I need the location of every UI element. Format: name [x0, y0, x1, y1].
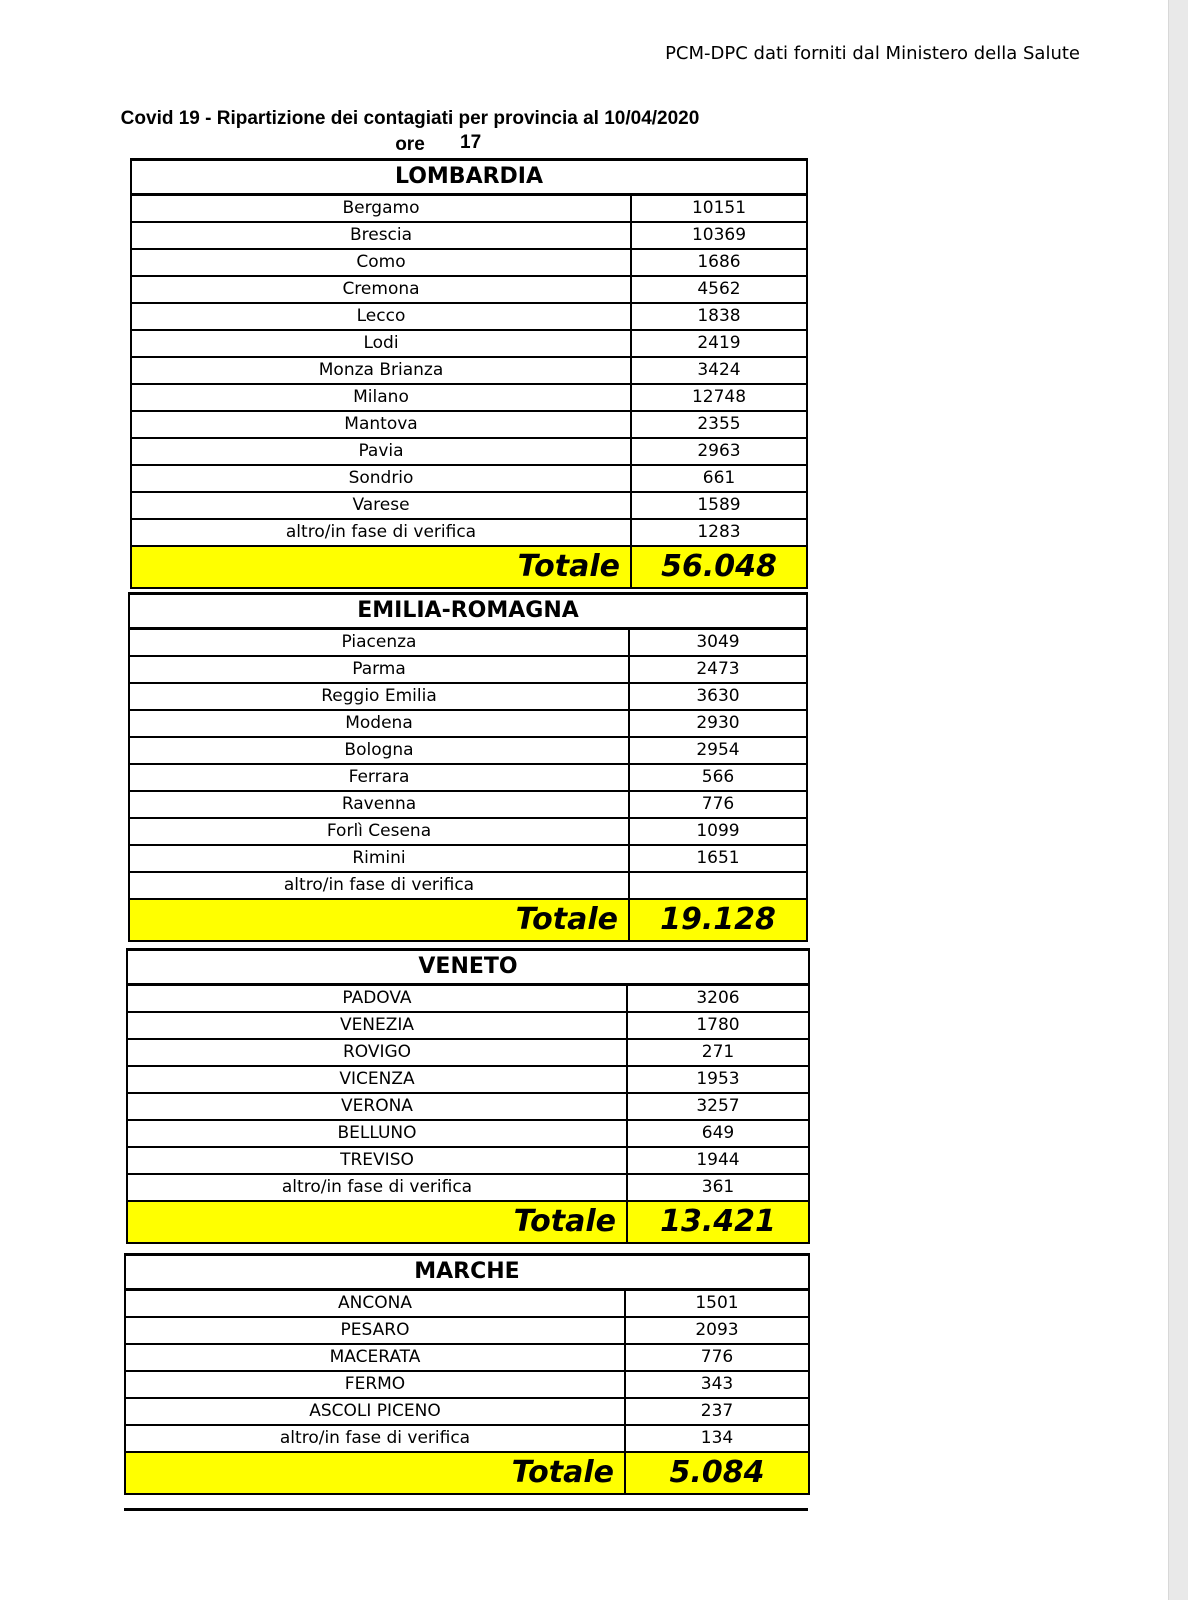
table-row [130, 819, 806, 846]
province-name: Modena [130, 711, 630, 736]
province-name: ANCONA [126, 1291, 626, 1316]
case-count [630, 873, 806, 898]
total-label: Totale [130, 900, 630, 940]
province-name: Bologna [130, 738, 630, 763]
province-name: Parma [130, 657, 630, 682]
case-count: 4562 [697, 279, 741, 299]
province-name: Reggio Emilia [130, 684, 630, 709]
table-row [126, 1372, 808, 1399]
province-name: PESARO [126, 1318, 626, 1343]
province-name: altro/in fase di verifica [126, 1426, 626, 1451]
table-row [132, 493, 806, 520]
province-name: PADOVA [128, 986, 628, 1011]
region-header: LOMBARDIA [132, 158, 806, 196]
case-count: 1501 [695, 1293, 739, 1313]
province-name: Monza Brianza [132, 358, 632, 383]
table-row [128, 1067, 808, 1094]
table-row [128, 1121, 808, 1148]
case-count: 10151 [691, 198, 747, 218]
table-row [132, 331, 806, 358]
source-note: PCM-DPC dati forniti dal Ministero della Salute [665, 43, 1080, 64]
case-count: 2419 [697, 333, 741, 353]
case-count: 3630 [696, 686, 740, 706]
province-name: FERMO [126, 1372, 626, 1397]
case-count: 10369 [691, 225, 747, 245]
case-count: 649 [701, 1123, 735, 1143]
table-row [132, 196, 806, 223]
table-row [132, 385, 806, 412]
province-name: Lecco [132, 304, 632, 329]
province-name: VENEZIA [128, 1013, 628, 1038]
region-table-emilia-romagna [128, 592, 808, 942]
total-value: 5.084 [669, 1455, 765, 1490]
province-name: Mantova [132, 412, 632, 437]
total-row [130, 900, 806, 940]
province-name: Lodi [132, 331, 632, 356]
case-count: 3206 [696, 988, 740, 1008]
total-label: Totale [128, 1202, 628, 1242]
table-row [126, 1318, 808, 1345]
total-value: 13.421 [660, 1204, 776, 1239]
case-count: 271 [701, 1042, 735, 1062]
province-name: Milano [132, 385, 632, 410]
table-row [128, 1148, 808, 1175]
province-name: ASCOLI PICENO [126, 1399, 626, 1424]
province-name: Bergamo [132, 196, 632, 221]
table-row [130, 738, 806, 765]
region-header: EMILIA-ROMAGNA [130, 592, 806, 630]
total-row [128, 1202, 808, 1242]
table-row [130, 873, 806, 900]
table-row [130, 684, 806, 711]
case-count: 2930 [696, 713, 740, 733]
province-name: MACERATA [126, 1345, 626, 1370]
case-count: 343 [700, 1374, 734, 1394]
table-row [132, 304, 806, 331]
document-title: Covid 19 - Ripartizione dei contagiati per provincia al 10/04/2020 ore [120, 108, 700, 155]
case-count: 1838 [697, 306, 741, 326]
case-count: 3049 [696, 632, 740, 652]
case-count: 661 [702, 468, 736, 488]
case-count: 776 [701, 794, 735, 814]
province-name: BELLUNO [128, 1121, 628, 1146]
province-name: Pavia [132, 439, 632, 464]
case-count: 1589 [697, 495, 741, 515]
case-count: 1686 [697, 252, 741, 272]
case-count: 237 [700, 1401, 734, 1421]
case-count: 566 [701, 767, 735, 787]
table-row [128, 1013, 808, 1040]
table-row [128, 1175, 808, 1202]
case-count: 1780 [696, 1015, 740, 1035]
case-count: 2954 [696, 740, 740, 760]
total-label: Totale [126, 1453, 626, 1493]
table-row [132, 250, 806, 277]
total-row [132, 547, 806, 587]
total-value: 56.048 [661, 549, 777, 584]
table-row [126, 1399, 808, 1426]
province-name: ROVIGO [128, 1040, 628, 1065]
table-row [126, 1345, 808, 1372]
province-name: Piacenza [130, 630, 630, 655]
region-table-veneto [126, 948, 810, 1244]
table-row [132, 277, 806, 304]
table-row [126, 1291, 808, 1318]
table-row [132, 223, 806, 250]
table-row [128, 1040, 808, 1067]
table-row [128, 1094, 808, 1121]
table-row [132, 412, 806, 439]
table-row [126, 1426, 808, 1453]
case-count: 776 [700, 1347, 734, 1367]
case-count: 1099 [696, 821, 740, 841]
case-count: 2093 [695, 1320, 739, 1340]
total-label: Totale [132, 547, 632, 587]
province-name: altro/in fase di verifica [130, 873, 630, 898]
total-row [126, 1453, 808, 1493]
case-count: 2355 [697, 414, 741, 434]
province-name: Ravenna [130, 792, 630, 817]
case-count: 3257 [696, 1096, 740, 1116]
province-name: Como [132, 250, 632, 275]
province-name: altro/in fase di verifica [128, 1175, 628, 1200]
province-name: VERONA [128, 1094, 628, 1119]
case-count: 361 [701, 1177, 735, 1197]
table-row [130, 765, 806, 792]
case-count: 3424 [697, 360, 741, 380]
case-count: 1283 [697, 522, 741, 542]
document-title-hour: 17 [460, 132, 482, 153]
province-name: Varese [132, 493, 632, 518]
province-name: Rimini [130, 846, 630, 871]
table-row [130, 792, 806, 819]
table-row [132, 520, 806, 547]
province-name: TREVISO [128, 1148, 628, 1173]
case-count: 1944 [696, 1150, 740, 1170]
case-count: 1651 [696, 848, 740, 868]
region-table-lombardia [130, 158, 808, 589]
province-name: Cremona [132, 277, 632, 302]
region-header: VENETO [128, 948, 808, 986]
bottom-rule [124, 1508, 808, 1511]
total-value: 19.128 [660, 902, 776, 937]
region-header: MARCHE [126, 1253, 808, 1291]
case-count: 2473 [696, 659, 740, 679]
province-name: Ferrara [130, 765, 630, 790]
province-name: Sondrio [132, 466, 632, 491]
case-count: 12748 [691, 387, 747, 407]
case-count: 2963 [697, 441, 741, 461]
case-count: 1953 [696, 1069, 740, 1089]
table-row [132, 466, 806, 493]
table-row [130, 657, 806, 684]
province-name: Brescia [132, 223, 632, 248]
region-table-marche [124, 1253, 810, 1495]
table-row [130, 630, 806, 657]
case-count: 134 [700, 1428, 734, 1448]
province-name: Forlì Cesena [130, 819, 630, 844]
province-name: altro/in fase di verifica [132, 520, 632, 545]
province-name: VICENZA [128, 1067, 628, 1092]
table-row [130, 711, 806, 738]
table-row [128, 986, 808, 1013]
table-row [132, 439, 806, 466]
table-row [132, 358, 806, 385]
table-row [130, 846, 806, 873]
